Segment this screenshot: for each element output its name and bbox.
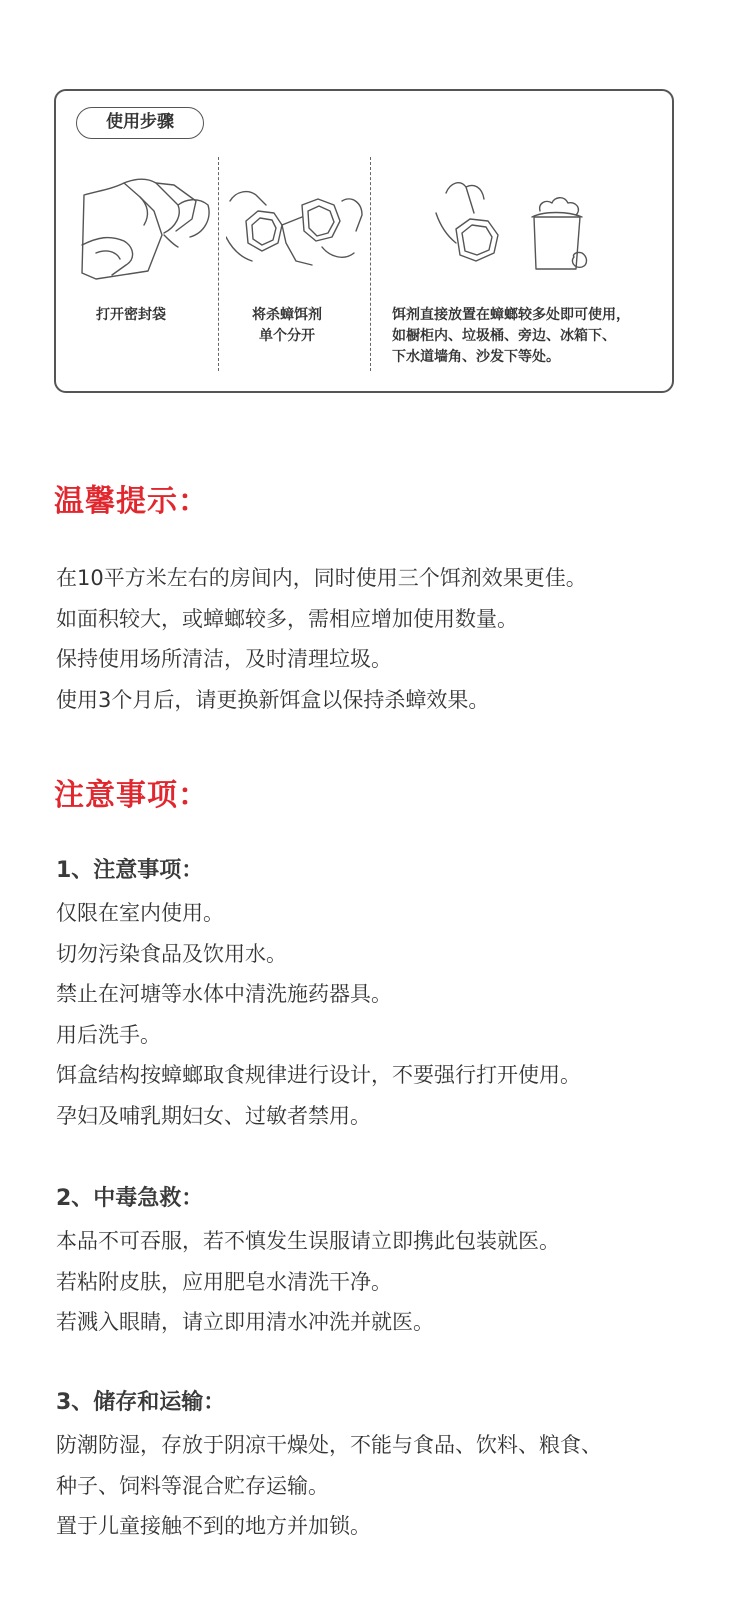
place-bait-icon [426, 173, 606, 283]
list-item: 如面积较大，或蟑螂较多，需相应增加使用数量。 [56, 606, 518, 631]
list-item: 使用3个月后，请更换新饵盒以保持杀蟑效果。 [56, 687, 490, 712]
tips-title: 温馨提示： [54, 484, 209, 519]
first-aid-list [56, 1221, 560, 1343]
list-item: 种子、饲料等混合贮存运输。 [56, 1473, 329, 1498]
list-item: 禁止在河塘等水体中清洗施药器具。 [56, 982, 392, 1006]
list-item: 保持使用场所清洁，及时清理垃圾。 [56, 647, 392, 671]
list-item: 若粘附皮肤，应用肥皂水清洗干净。 [56, 1269, 392, 1294]
list-item: 饵盒结构按蟑螂取食规律进行设计，不要强行打开使用。 [56, 1063, 581, 1087]
list-item: 仅限在室内使用。 [56, 901, 224, 925]
step-divider [218, 157, 219, 371]
notes-list [56, 893, 581, 1136]
storage-list [56, 1425, 602, 1547]
list-item: 若溅入眼睛，请立即用清水冲洗并就医。 [56, 1310, 434, 1334]
usage-steps-panel [54, 89, 674, 393]
step-caption: 饵剂直接放置在蟑螂较多处即可使用， 如橱柜内、垃圾桶、旁边、冰箱下、 下水道墙角、沙发下等处。 [392, 307, 630, 365]
usage-steps-badge: 使用步骤 [76, 107, 204, 139]
list-item: 切勿污染食品及饮用水。 [56, 941, 287, 966]
separate-bait-icon [226, 181, 366, 281]
step-caption: 将杀蟑饵剂 单个分开 [252, 307, 322, 344]
notes-title: 注意事项： [54, 778, 209, 813]
list-item: 用后洗手。 [56, 1022, 161, 1047]
open-bag-icon [78, 175, 218, 287]
list-item: 防潮防湿，存放于阴凉干燥处，不能与食品、饮料、粮食、 [56, 1433, 602, 1457]
list-item: 孕妇及哺乳期妇女、过敏者禁用。 [56, 1103, 371, 1128]
list-item: 本品不可吞服，若不慎发生误服请立即携此包装就医。 [56, 1229, 560, 1253]
step-caption: 打开密封袋 [96, 307, 166, 323]
tips-list [56, 558, 587, 720]
section-heading: 3、储存和运输： [56, 1390, 226, 1415]
step-divider [370, 157, 371, 371]
list-item: 置于儿童接触不到的地方并加锁。 [56, 1514, 371, 1538]
section-heading: 1、注意事项： [56, 858, 204, 883]
list-item: 在10平方米左右的房间内，同时使用三个饵剂效果更佳。 [56, 566, 587, 590]
section-heading: 2、中毒急救： [56, 1186, 204, 1211]
